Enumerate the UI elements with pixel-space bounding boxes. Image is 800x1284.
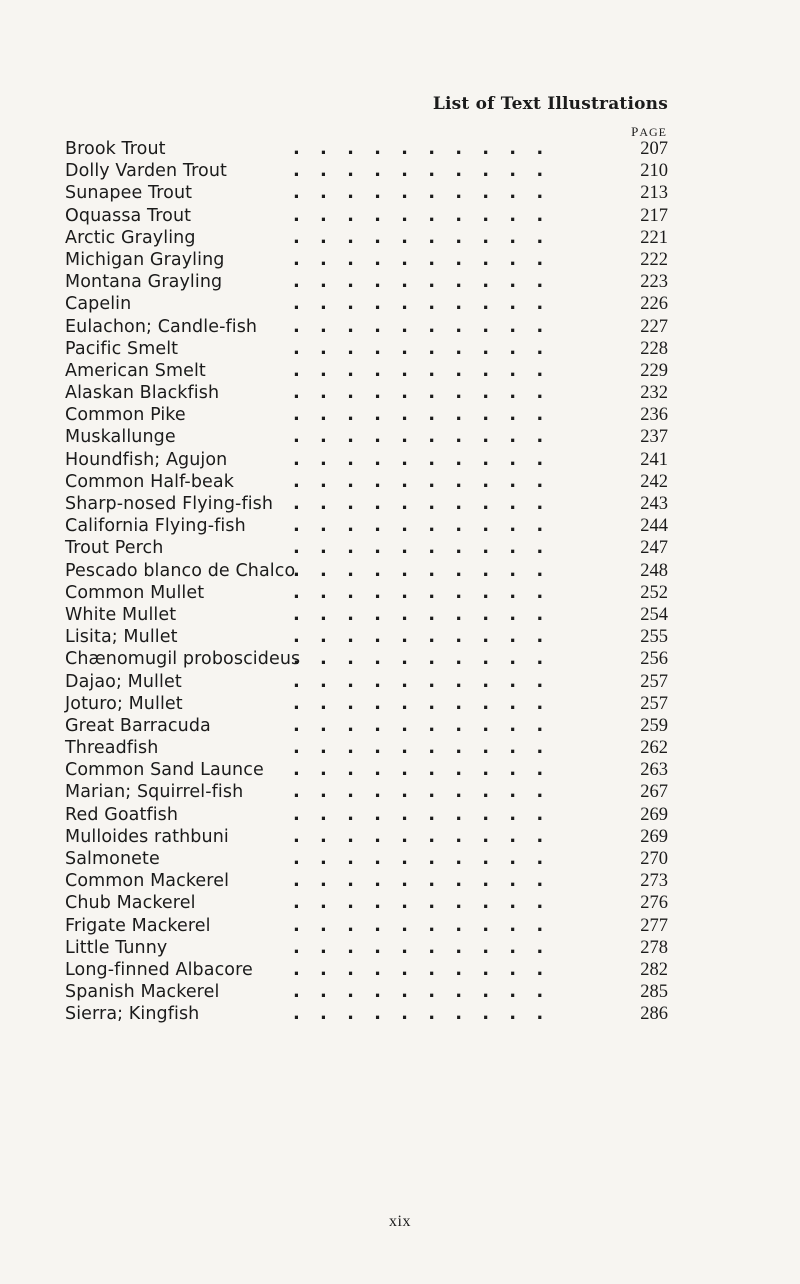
list-item bbox=[65, 604, 668, 626]
entry-name: Little Tunny bbox=[65, 937, 168, 958]
dot-leader: .......... bbox=[293, 958, 564, 980]
entry-name: Muskallunge bbox=[65, 427, 176, 448]
list-item bbox=[65, 848, 668, 870]
dot-leader: .......... bbox=[293, 603, 564, 625]
list-item bbox=[65, 759, 668, 781]
dot-leader: .......... bbox=[293, 226, 564, 248]
entry-name: Dajao; Mullet bbox=[65, 671, 182, 692]
entry-page-number: 241 bbox=[640, 449, 668, 470]
dot-leader: .......... bbox=[293, 914, 564, 936]
dot-leader: .......... bbox=[293, 803, 564, 825]
dot-leader: .......... bbox=[293, 182, 564, 204]
entry-page-number: 257 bbox=[640, 671, 668, 692]
list-item bbox=[65, 1003, 668, 1025]
dot-leader: .......... bbox=[293, 714, 564, 736]
dot-leader: .......... bbox=[293, 759, 564, 781]
entry-name: Chub Mackerel bbox=[65, 893, 196, 914]
entry-page-number: 273 bbox=[640, 871, 668, 892]
dot-leader: .......... bbox=[293, 359, 564, 381]
dot-leader: .......... bbox=[293, 315, 564, 337]
dot-leader: .......... bbox=[293, 559, 564, 581]
entry-page-number: 254 bbox=[640, 604, 668, 625]
entry-name: Dolly Varden Trout bbox=[65, 161, 227, 182]
entry-page-number: 282 bbox=[640, 959, 668, 980]
dot-leader: .......... bbox=[293, 515, 564, 537]
list-item bbox=[65, 493, 668, 515]
entry-page-number: 262 bbox=[640, 738, 668, 759]
dot-leader: .......... bbox=[293, 382, 564, 404]
dot-leader: .......... bbox=[293, 293, 564, 315]
entry-name: Trout Perch bbox=[65, 538, 164, 559]
dot-leader: .......... bbox=[293, 892, 564, 914]
list-item bbox=[65, 404, 668, 426]
list-item bbox=[65, 826, 668, 848]
list-item bbox=[65, 915, 668, 937]
dot-leader: .......... bbox=[293, 848, 564, 869]
entry-name: Spanish Mackerel bbox=[65, 982, 220, 1003]
entry-page-number: 229 bbox=[640, 360, 668, 381]
dot-leader: .......... bbox=[293, 981, 564, 1003]
dot-leader: .......... bbox=[293, 626, 564, 648]
entry-page-number: 223 bbox=[640, 272, 668, 293]
page-column-label: PAGE bbox=[631, 124, 667, 139]
list-item bbox=[65, 360, 668, 382]
list-item bbox=[65, 626, 668, 648]
list-item bbox=[65, 426, 668, 448]
entry-page-number: 207 bbox=[640, 139, 668, 159]
entry-name: Long-finned Albacore bbox=[65, 959, 253, 980]
entry-name: Pacific Smelt bbox=[65, 338, 179, 359]
entry-name: Common Half-beak bbox=[65, 471, 234, 492]
entry-page-number: 269 bbox=[640, 826, 668, 847]
dot-leader: .......... bbox=[293, 138, 564, 159]
entry-page-number: 277 bbox=[640, 915, 668, 936]
entry-page-number: 242 bbox=[640, 471, 668, 492]
entry-name: Salmonete bbox=[65, 849, 160, 869]
entry-name: Common Sand Launce bbox=[65, 760, 264, 781]
entry-page-number: 237 bbox=[640, 427, 668, 448]
dot-leader: .......... bbox=[293, 426, 564, 448]
entry-name: Common Pike bbox=[65, 405, 186, 426]
entry-name: Montana Grayling bbox=[65, 272, 223, 293]
entry-name: Capelin bbox=[65, 294, 132, 315]
entry-page-number: 221 bbox=[640, 227, 668, 248]
entry-page-number: 267 bbox=[640, 782, 668, 803]
list-item bbox=[65, 937, 668, 959]
dot-leader: .......... bbox=[293, 204, 564, 226]
entry-name: Lisita; Mullet bbox=[65, 627, 178, 648]
entry-name: Common Mackerel bbox=[65, 871, 230, 892]
dot-leader: .......... bbox=[293, 537, 564, 559]
entry-page-number: 228 bbox=[640, 338, 668, 359]
list-item bbox=[65, 227, 668, 249]
entry-name: Threadfish bbox=[65, 738, 159, 759]
entry-page-number: 213 bbox=[640, 183, 668, 204]
entry-page-number: 256 bbox=[640, 649, 668, 670]
list-item bbox=[65, 205, 668, 227]
entry-page-number: 243 bbox=[640, 494, 668, 514]
dot-leader: .......... bbox=[293, 160, 564, 182]
dot-leader: .......... bbox=[293, 737, 564, 759]
entry-name: Eulachon; Candle-fish bbox=[65, 316, 258, 337]
dot-leader: .......... bbox=[293, 648, 564, 670]
entry-page-number: 286 bbox=[640, 1004, 668, 1025]
dot-leader: .......... bbox=[293, 692, 564, 714]
entry-page-number: 285 bbox=[640, 982, 668, 1003]
entry-page-number: 259 bbox=[640, 715, 668, 736]
page-number: xix bbox=[389, 1213, 411, 1230]
dot-leader: .......... bbox=[293, 271, 564, 293]
list-item bbox=[65, 338, 668, 360]
entry-name: California Flying-fish bbox=[65, 516, 246, 537]
list-item bbox=[65, 781, 668, 803]
list-item bbox=[65, 160, 668, 182]
entry-name: Marian; Squirrel-fish bbox=[65, 782, 244, 803]
entry-page-number: 269 bbox=[640, 804, 668, 825]
entry-page-number: 226 bbox=[640, 294, 668, 315]
list-item bbox=[65, 648, 668, 670]
list-item bbox=[65, 671, 668, 693]
dot-leader: .......... bbox=[293, 870, 564, 892]
entry-page-number: 276 bbox=[640, 893, 668, 914]
dot-leader: .......... bbox=[293, 404, 564, 426]
dot-leader: .......... bbox=[293, 936, 564, 958]
list-item bbox=[65, 271, 668, 293]
list-item bbox=[65, 804, 668, 826]
entry-page-number: 278 bbox=[640, 937, 668, 958]
entry-page-number: 263 bbox=[640, 760, 668, 781]
entry-page-number: 255 bbox=[640, 627, 668, 648]
list-item bbox=[65, 182, 668, 204]
entry-name: Sharp-nosed Flying-fish bbox=[65, 494, 274, 514]
list-item bbox=[65, 293, 668, 315]
entry-name: Oquassa Trout bbox=[65, 205, 192, 226]
list-item bbox=[65, 693, 668, 715]
list-item bbox=[65, 870, 668, 892]
list-item bbox=[65, 560, 668, 582]
dot-leader: .......... bbox=[293, 248, 564, 270]
illustration-list bbox=[65, 138, 668, 1026]
dot-leader: .......... bbox=[293, 1003, 564, 1025]
entry-name: Alaskan Blackfish bbox=[65, 383, 220, 404]
entry-page-number: 232 bbox=[640, 383, 668, 404]
dot-leader: .......... bbox=[293, 781, 564, 803]
dot-leader: .......... bbox=[293, 470, 564, 492]
entry-name: American Smelt bbox=[65, 360, 206, 381]
dot-leader: .......... bbox=[293, 825, 564, 847]
entry-page-number: 236 bbox=[640, 405, 668, 426]
list-item bbox=[65, 471, 668, 493]
list-item bbox=[65, 715, 668, 737]
entry-name: Frigate Mackerel bbox=[65, 915, 211, 936]
entry-name: Houndfish; Agujon bbox=[65, 449, 228, 470]
list-item bbox=[65, 316, 668, 338]
list-item bbox=[65, 981, 668, 1003]
entry-page-number: 222 bbox=[640, 249, 668, 270]
entry-page-number: 248 bbox=[640, 560, 668, 581]
entry-page-number: 270 bbox=[640, 849, 668, 869]
list-item bbox=[65, 537, 668, 559]
dot-leader: .......... bbox=[293, 448, 564, 470]
entry-name: White Mullet bbox=[65, 604, 177, 625]
entry-name: Great Barracuda bbox=[65, 715, 211, 736]
list-item bbox=[65, 582, 668, 604]
dot-leader: .......... bbox=[293, 581, 564, 603]
list-item bbox=[65, 449, 668, 471]
entry-name: Common Mullet bbox=[65, 582, 205, 603]
entry-page-number: 217 bbox=[640, 205, 668, 226]
entry-page-number: 252 bbox=[640, 582, 668, 603]
entry-name: Brook Trout bbox=[65, 139, 166, 159]
entry-page-number: 244 bbox=[640, 516, 668, 537]
entry-name: Sunapee Trout bbox=[65, 183, 193, 204]
entry-page-number: 247 bbox=[640, 538, 668, 559]
list-item bbox=[65, 515, 668, 537]
entry-name: Joturo; Mullet bbox=[65, 693, 183, 714]
list-item bbox=[65, 138, 668, 160]
list-item bbox=[65, 892, 668, 914]
entry-page-number: 257 bbox=[640, 693, 668, 714]
entry-page-number: 210 bbox=[640, 161, 668, 182]
list-item bbox=[65, 737, 668, 759]
dot-leader: .......... bbox=[293, 493, 564, 514]
dot-leader: .......... bbox=[293, 670, 564, 692]
entry-name: Michigan Grayling bbox=[65, 249, 225, 270]
entry-name: Red Goatfish bbox=[65, 804, 179, 825]
entry-name: Chænomugil proboscideus bbox=[65, 649, 301, 670]
dot-leader: .......... bbox=[293, 337, 564, 359]
list-item bbox=[65, 249, 668, 271]
running-title: List of Text Illustrations bbox=[432, 94, 668, 114]
entry-name: Pescado blanco de Chalco bbox=[65, 560, 296, 581]
entry-name: Arctic Grayling bbox=[65, 227, 196, 248]
list-item bbox=[65, 382, 668, 404]
list-item bbox=[65, 959, 668, 981]
entry-name: Mulloides rathbuni bbox=[65, 826, 229, 847]
entry-page-number: 227 bbox=[640, 316, 668, 337]
entry-name: Sierra; Kingfish bbox=[65, 1004, 200, 1025]
